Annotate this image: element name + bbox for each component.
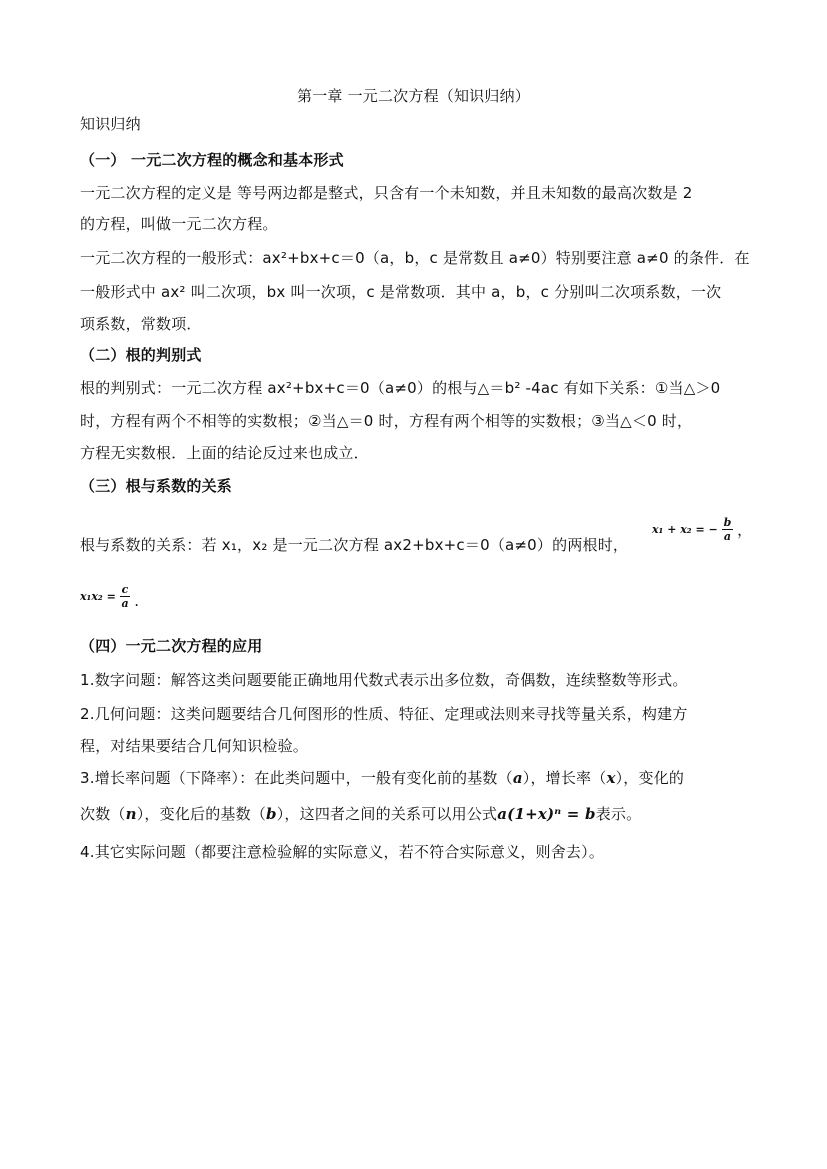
growth-var-b: b — [266, 805, 277, 823]
section-4-heading: （四）一元二次方程的应用 — [80, 637, 263, 655]
section-4-line-4 — [80, 768, 750, 788]
section-2-line-2: 时，方程有两个不相等的实数根；②当△＝0 时，方程有两个相等的实数根；③当△＜0 时， — [80, 412, 693, 430]
page-title: 第一章 一元二次方程（知识归纳） — [297, 87, 530, 105]
vieta-sum-tail: ， — [737, 521, 753, 539]
section-4-line-5 — [80, 804, 750, 824]
growth-text-3: ），变化的 — [615, 769, 685, 787]
section-4-line-6: 4.其它实际问题（都要注意检验解的实际意义，若不符合实际意义，则舍去）。 — [80, 843, 605, 861]
vieta-sum-denominator: a — [723, 530, 731, 543]
section-3-line: 根与系数的关系：若 x₁，x₂ 是一元二次方程 ax2+bx+c＝0（a≠0）的两根时， — [80, 536, 629, 554]
growth-text-7: 表示。 — [595, 805, 642, 823]
vieta-sum-numerator: b — [723, 516, 732, 529]
section-4-line-2: 2.几何问题：这类问题要结合几何图形的性质、特征、定理或法则来寻找等量关系，构建方 — [80, 705, 688, 723]
section-2-heading: （二）根的判别式 — [80, 346, 202, 364]
section-3-heading: （三）根与系数的关系 — [80, 477, 233, 495]
vieta-product-formula — [80, 583, 139, 610]
vieta-product-denominator: a — [121, 597, 129, 610]
growth-text-2: ），增长率（ — [522, 769, 607, 787]
growth-text-6: ），这四者之间的关系可以用公式 — [276, 805, 498, 823]
section-1-line-5: 项系数，常数项． — [80, 315, 202, 333]
vieta-sum-formula — [652, 516, 752, 543]
section-1-line-2: 的方程，叫做一元二次方程。 — [80, 215, 278, 233]
vieta-sum-fraction — [722, 516, 734, 543]
vieta-product-fraction — [120, 583, 131, 610]
section-1-line-4: 一般形式中 ax² 叫二次项，bx 叫一次项，c 是常数项．其中 a，b，c 分别叫二次项系数，一次 — [80, 283, 722, 301]
growth-var-n: n — [125, 805, 137, 823]
growth-formula: a(1+x)ⁿ = b — [497, 805, 596, 823]
vieta-sum-lhs: x₁ + x₂ = − — [652, 523, 718, 536]
growth-text-5: ），变化后的基数（ — [136, 805, 267, 823]
section-1-line-1: 一元二次方程的定义是 等号两边都是整式，只含有一个未知数，并且未知数的最高次数是 2 — [80, 184, 693, 202]
growth-text-4: 次数（ — [80, 805, 126, 823]
vieta-product-tail: . — [134, 592, 139, 610]
growth-var-x: x — [606, 769, 616, 787]
growth-text-1: 3.增长率问题（下降率）：在此类问题中，一般有变化前的基数（ — [80, 769, 513, 787]
section-2-line-1: 根的判别式：一元二次方程 ax²+bx+c＝0（a≠0）的根与△＝b² -4ac 有如下关系：①当△＞0 — [80, 379, 721, 397]
vieta-product-numerator: c — [121, 583, 129, 596]
section-1-heading: （一） 一元二次方程的概念和基本形式 — [80, 151, 344, 169]
section-1-line-3: 一元二次方程的一般形式：ax²+bx+c＝0（a，b，c 是常数且 a≠0）特别要注意 a≠0 的条件．在 — [80, 249, 750, 267]
vieta-product-lhs: x₁x₂ = — [80, 590, 116, 603]
page-subtitle: 知识归纳 — [80, 115, 141, 133]
section-4-line-3: 程，对结果要结合几何知识检验。 — [80, 737, 309, 755]
section-2-line-3: 方程无实数根．上面的结论反过来也成立． — [80, 444, 369, 462]
growth-var-a: a — [512, 769, 523, 787]
section-4-line-1: 1.数字问题：解答这类问题要能正确地用代数式表示出多位数，奇偶数，连续整数等形式。 — [80, 671, 688, 689]
